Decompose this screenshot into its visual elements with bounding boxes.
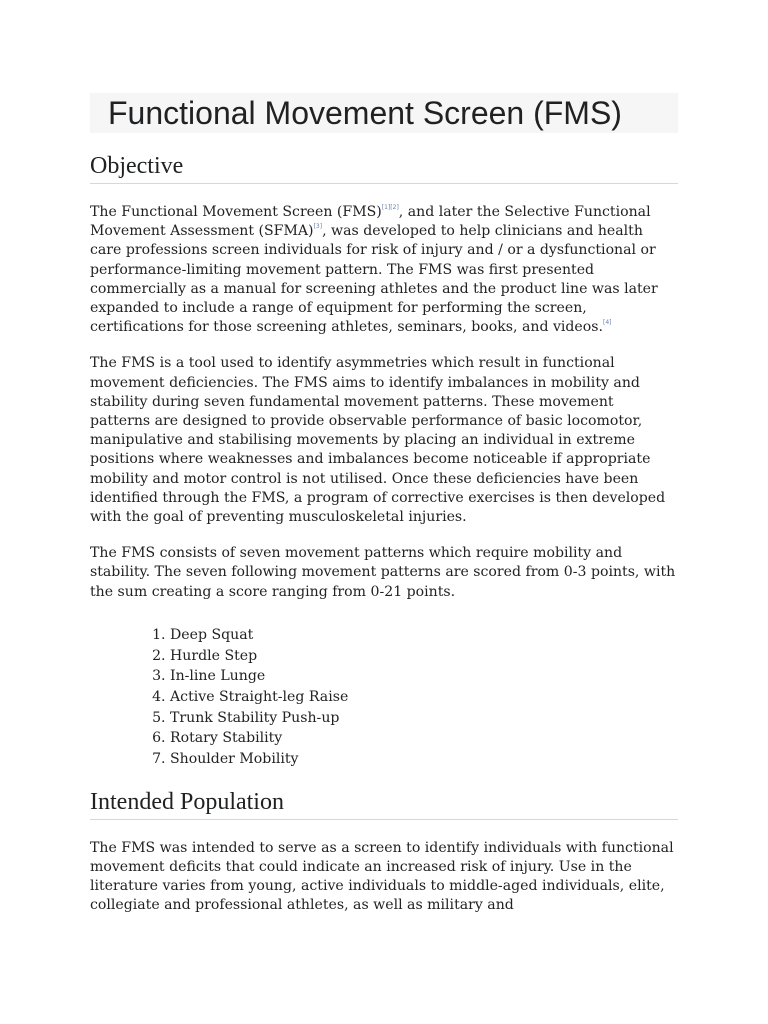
- objective-paragraph-1: [90, 203, 678, 337]
- paragraph-text: , was developed to help clinicians and health care professions screen individuals for risk of injury and / or a dysfunctional or performance-limiting movement pattern. The FMS was first presented commercially as a manual for screening athletes and the product line was later expanded to include a range of equipment for performing the screen, certifications for those screening athletes, seminars, books, and videos.: [90, 223, 658, 336]
- list-item: 4. Active Straight-leg Raise: [170, 687, 678, 708]
- reference-link-1-2[interactable]: [1][2]: [381, 204, 399, 211]
- objective-paragraph-2: The FMS is a tool used to identify asymmetries which result in functional movement deficiencies. The FMS aims to identify imbalances in mobility and stability during seven fundamental movement patterns. These movement patterns are designed to provide observable performance of basic locomotor, manipulative and stabilising movements by placing an individual in extreme positions where weaknesses and imbalances become noticeable if appropriate mobility and motor control is not utilised. Once these deficiencies have been identified through the FMS, a program of corrective exercises is then developed with the goal of preventing musculoskeletal injuries.: [90, 355, 666, 526]
- article: [90, 93, 678, 916]
- reference-link-3[interactable]: [3]: [313, 223, 323, 231]
- list-item: 1. Deep Squat: [170, 625, 678, 646]
- list-item: 7. Shoulder Mobility: [170, 749, 678, 770]
- reference-link-4[interactable]: [4]: [602, 319, 612, 327]
- list-item: 5. Trunk Stability Push-up: [170, 708, 678, 729]
- paragraph-text: , and later the Selective Functional Movement Assessment (SFMA): [90, 204, 651, 240]
- list-item: 3. In-line Lunge: [170, 666, 678, 687]
- title-bar: [90, 93, 678, 133]
- page-title: Functional Movement Screen (FMS): [108, 95, 622, 131]
- section-heading-objective: Objective: [90, 152, 678, 184]
- objective-paragraph-3: The FMS consists of seven movement patterns which require mobility and stability. The seven following movement patterns are scored from 0-3 points, with the sum creating a score ranging from 0-21 points.: [90, 545, 676, 600]
- movement-pattern-list: [90, 625, 678, 770]
- section-heading-intended-population: Intended Population: [90, 788, 678, 820]
- list-item: 2. Hurdle Step: [170, 646, 678, 667]
- population-paragraph-1: The FMS was intended to serve as a screen to identify individuals with functional movement deficits that could indicate an increased risk of injury. Use in the literature varies from young, active individuals to middle-aged individuals, elite, collegiate and professional athletes, as well as military and: [90, 839, 674, 914]
- list-item: 6. Rotary Stability: [170, 728, 678, 749]
- paragraph-text: The Functional Movement Screen (FMS): [90, 204, 382, 220]
